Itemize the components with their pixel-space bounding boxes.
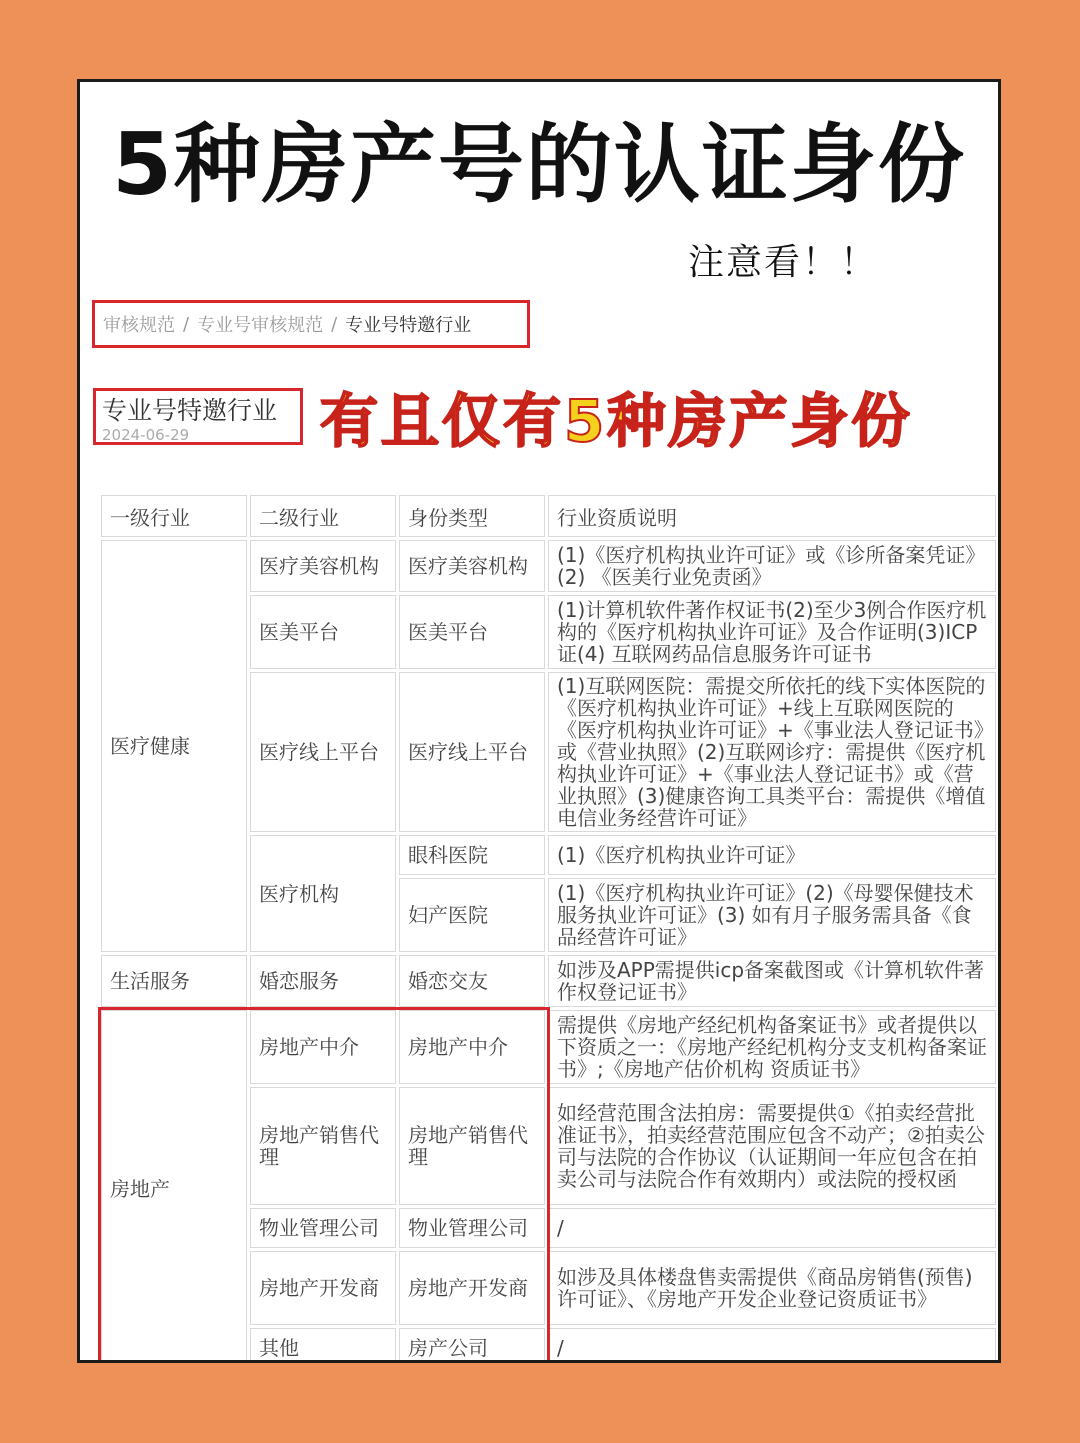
primary-industry-cell: 医疗健康 (101, 540, 247, 952)
header-qualification: 行业资质说明 (548, 495, 996, 537)
breadcrumb-separator: / (183, 313, 190, 335)
breadcrumb-item-pro-review-rules[interactable]: 专业号审核规范 (197, 315, 324, 336)
qualification-cell: 如涉及APP需提供icp备案截图或《计算机软件著作权登记证书》 (548, 955, 996, 1007)
secondary-industry-cell: 房地产中介 (250, 1010, 396, 1084)
qualification-cell: (1)互联网医院：需提交所依托的线下实体医院的《医疗机构执业许可证》+线上互联网医院的《医疗机构执业许可证》+《事业法人登记证书》或《营业执照》(2)互联网诊疗：需提供《医疗机构执业许可证》+《事业法人登记证书》或《营业执照》(3)健康咨询工具类平台：需提供《增值电信业务经营许可证》 (548, 672, 996, 832)
table-row (101, 955, 996, 1007)
header-secondary-industry: 二级行业 (250, 495, 396, 537)
qualification-cell: 如涉及具体楼盘售卖需提供《商品房销售(预售)许可证》、《房地产开发企业登记资质证书》 (548, 1251, 996, 1325)
primary-industry-cell: 生活服务 (101, 955, 247, 1007)
secondary-industry-cell: 医疗机构 (250, 835, 396, 952)
secondary-industry-cell: 医疗美容机构 (250, 540, 396, 592)
identity-cell: 医疗线上平台 (399, 672, 545, 832)
secondary-industry-cell: 婚恋服务 (250, 955, 396, 1007)
secondary-industry-cell: 医疗线上平台 (250, 672, 396, 832)
page-title: 专业号特邀行业 (102, 396, 278, 425)
header-primary-industry: 一级行业 (101, 495, 247, 537)
identity-cell: 房产公司 (399, 1328, 545, 1363)
table-row (101, 540, 996, 592)
identity-cell: 妇产医院 (399, 878, 545, 952)
identity-cell: 医美平台 (399, 595, 545, 669)
identity-cell: 眼科医院 (399, 835, 545, 875)
identity-cell: 婚恋交友 (399, 955, 545, 1007)
header-identity-type: 身份类型 (399, 495, 545, 537)
table-header-row (101, 495, 996, 537)
qualification-cell: 需提供《房地产经纪机构备案证书》或者提供以下资质之一：《房地产经纪机构分支支机构备案证书》;《房地产估价机构 资质证书》 (548, 1010, 996, 1084)
secondary-industry-cell: 物业管理公司 (250, 1208, 396, 1248)
secondary-industry-cell: 房地产销售代理 (250, 1087, 396, 1205)
page-date: 2024-06-29 (102, 426, 190, 444)
identity-cell: 房地产开发商 (399, 1251, 545, 1325)
slogan: 有且仅有5种房产身份 (320, 387, 913, 455)
qualification-cell: / (548, 1208, 996, 1248)
secondary-industry-cell: 其他 (250, 1328, 396, 1363)
identity-cell: 房地产中介 (399, 1010, 545, 1084)
secondary-industry-cell: 房地产开发商 (250, 1251, 396, 1325)
qualification-cell: 如经营范围含法拍房：需要提供①《拍卖经营批准证书》，拍卖经营范围应包含不动产；②拍卖公司与法院的合作协议（认证期间一年应包含在拍卖公司与法院合作有效期内）或法院的授权函 (548, 1087, 996, 1205)
primary-industry-cell: 房地产 (101, 1010, 247, 1363)
breadcrumb (92, 300, 530, 348)
headline: 5种房产号的认证身份 (112, 115, 966, 215)
table-row (101, 1010, 996, 1084)
attention-note: 注意看！！ (688, 242, 879, 283)
qualification-cell: (1)计算机软件著作权证书(2)至少3例合作医疗机构的《医疗机构执业许可证》及合作证明(3)ICP证(4) 互联网药品信息服务许可证书 (548, 595, 996, 669)
identity-cell: 医疗美容机构 (399, 540, 545, 592)
breadcrumb-item-review-rules[interactable]: 审核规范 (103, 315, 175, 336)
qualification-cell: (1)《医疗机构执业许可证》或《诊所备案凭证》(2) 《医美行业免责函》 (548, 540, 996, 592)
document-card (77, 79, 1001, 1363)
breadcrumb-separator: / (331, 313, 338, 335)
identity-cell: 物业管理公司 (399, 1208, 545, 1248)
qualification-cell: (1)《医疗机构执业许可证》 (548, 835, 996, 875)
industry-table (98, 492, 999, 1363)
qualification-cell: / (548, 1328, 996, 1363)
page-title-box (93, 388, 303, 445)
breadcrumb-item-current: 专业号特邀行业 (345, 315, 472, 336)
identity-cell: 房地产销售代理 (399, 1087, 545, 1205)
qualification-cell: (1)《医疗机构执业许可证》(2)《母婴保健技术服务执业许可证》(3) 如有月子服务需具备《食品经营许可证》 (548, 878, 996, 952)
secondary-industry-cell: 医美平台 (250, 595, 396, 669)
